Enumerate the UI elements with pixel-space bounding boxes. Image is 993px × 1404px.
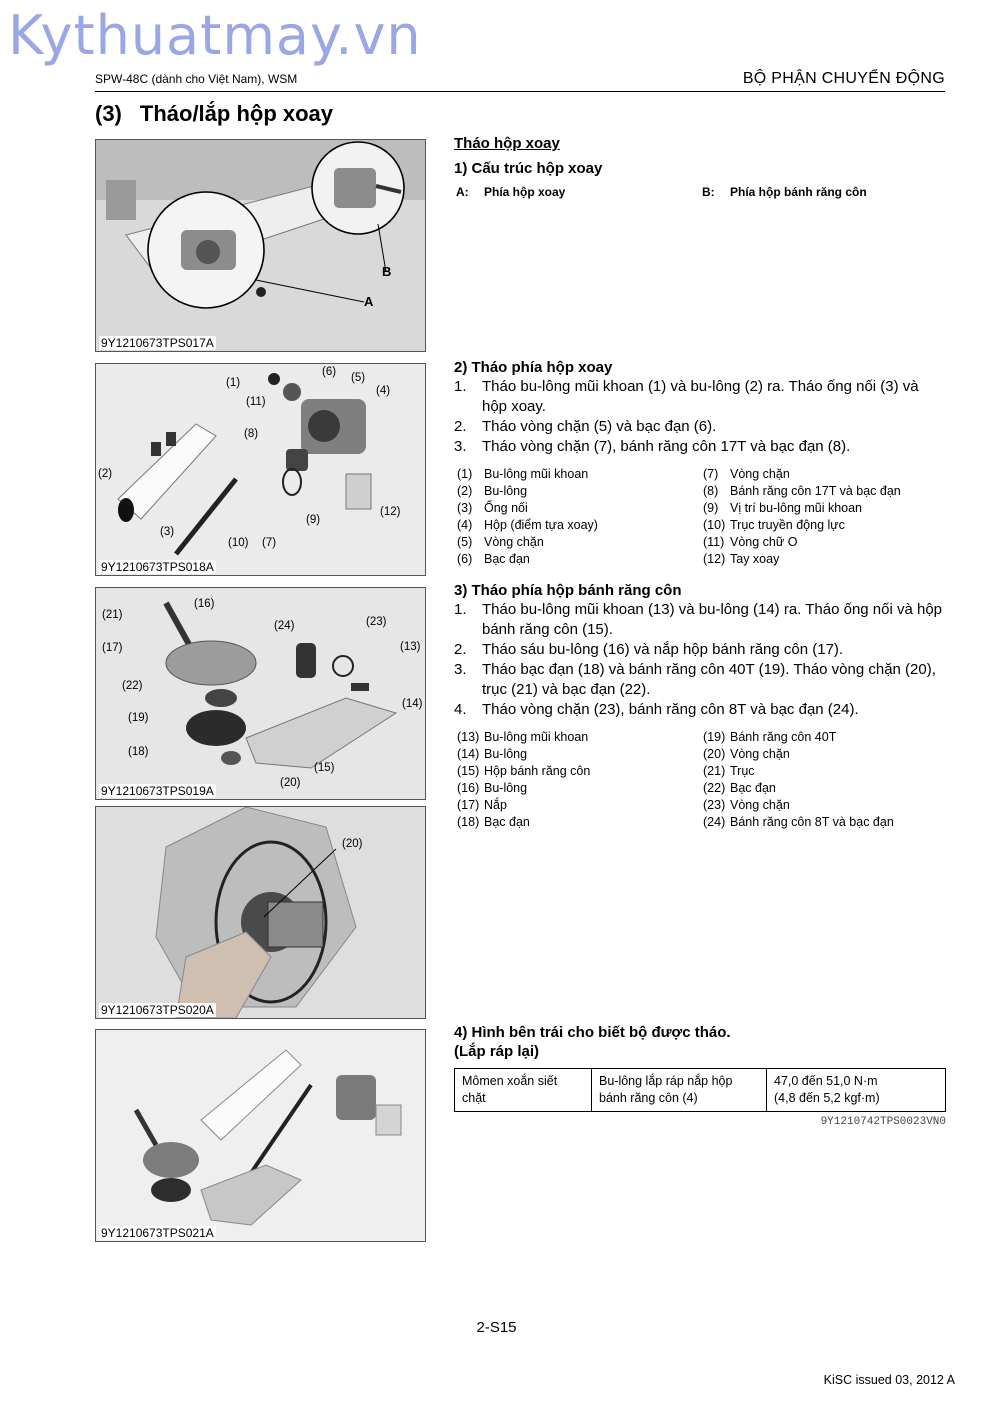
figure-caption: 9Y1210673TPS018A — [101, 560, 214, 574]
figure-label: (23) — [366, 616, 387, 628]
legend-value: Nắp — [484, 798, 507, 812]
figure-label: (17) — [102, 642, 123, 654]
legend-item — [700, 534, 946, 551]
legend-item — [454, 797, 694, 814]
legend-item — [454, 763, 694, 780]
torque-item-cell: Bu-lông lắp ráp nắp hộp bánh răng côn (4) — [592, 1069, 767, 1112]
legend-key: (1) — [457, 467, 473, 481]
figure-label: (1) — [226, 377, 241, 389]
legend-key: (11) — [703, 535, 725, 549]
figure-label: (24) — [274, 620, 295, 632]
step-item — [454, 700, 946, 720]
legend-value: Bu-lông mũi khoan — [484, 467, 589, 481]
legend-item — [700, 763, 946, 780]
legend-item — [700, 797, 946, 814]
figure-label: (7) — [262, 537, 277, 549]
figure-label: (10) — [228, 537, 249, 549]
legend-ab — [454, 185, 946, 203]
step-number: 4. — [454, 701, 467, 718]
figure-label: (15) — [314, 762, 335, 774]
figure-label: (13) — [400, 641, 421, 653]
legend-item — [700, 814, 946, 831]
legend-key: (5) — [457, 535, 473, 549]
legend-value: Ống nối — [484, 501, 528, 515]
legend-key-b: B: — [702, 185, 715, 199]
legend-value: Trục truyền động lực — [730, 518, 845, 532]
step-text: Tháo vòng chặn (7), bánh răng côn 17T và bạc đạn (8). — [482, 438, 851, 455]
figure-caption: 9Y1210673TPS017A — [101, 336, 214, 350]
legend-key: (21) — [703, 764, 726, 778]
figure-label: (14) — [402, 698, 423, 710]
step-number: 2. — [454, 418, 467, 435]
step-text: Tháo sáu bu-lông (16) và nắp hộp bánh răng côn (17). — [482, 641, 844, 658]
step-item — [454, 437, 946, 457]
legend-value: Vòng chặn — [730, 467, 790, 481]
legend-key: (4) — [457, 518, 473, 532]
legend-key: (17) — [457, 798, 480, 812]
document-id: 9Y1210742TPS0023VN0 — [820, 1116, 946, 1128]
step-item — [454, 600, 946, 640]
figure-label: (11) — [246, 396, 266, 408]
figure-label-b: B — [382, 264, 392, 279]
legend-item — [700, 780, 946, 797]
bevel-side-heading: 3) Tháo phía hộp bánh răng côn — [454, 582, 682, 599]
legend-key: (8) — [703, 484, 719, 498]
figure-label: (9) — [306, 514, 321, 526]
disassembled-set-photo — [96, 1030, 425, 1241]
watermark: Kythuatmay.vn — [8, 4, 422, 67]
legend-value: Bánh răng côn 17T và bạc đạn — [730, 484, 901, 498]
legend-item — [700, 500, 946, 517]
swivel-removal-heading: Tháo hộp xoay — [454, 135, 560, 152]
legend-item — [700, 483, 946, 500]
torque-value-kgfm: (4,8 đến 5,2 kgf·m) — [774, 1091, 880, 1105]
legend-column-right — [700, 729, 946, 831]
legend-key: (3) — [457, 501, 473, 515]
legend-value: Bánh răng côn 40T — [730, 730, 837, 744]
legend-value: Bu-lông mũi khoan — [484, 730, 589, 744]
legend-value: Vòng chặn — [730, 747, 790, 761]
legend-item — [454, 466, 694, 483]
figure-label: (22) — [122, 680, 143, 692]
legend-key: (13) — [457, 730, 480, 744]
legend-item — [454, 500, 694, 517]
legend-key: (16) — [457, 781, 480, 795]
legend-item — [454, 780, 694, 797]
legend-key: (2) — [457, 484, 473, 498]
figure-label: (8) — [244, 428, 259, 440]
header-rule — [95, 91, 945, 92]
circlip-removal-photo — [96, 807, 425, 1018]
figure-label-a: A — [364, 294, 374, 309]
step-number: 1. — [454, 378, 467, 395]
page-number: 2-S15 — [476, 1319, 517, 1336]
section-reassembly — [454, 1024, 946, 1128]
figure-disassembled-set — [95, 1029, 426, 1242]
legend-item — [700, 729, 946, 746]
legend-key: (15) — [457, 764, 480, 778]
section-swivel-structure — [454, 135, 946, 203]
header-chapter-title: BỘ PHẬN CHUYỂN ĐỘNG — [742, 70, 945, 87]
torque-value-nm: 47,0 đến 51,0 N·m — [774, 1074, 878, 1088]
bevel-side-legend — [454, 729, 946, 833]
figure-label: (16) — [194, 598, 215, 610]
step-text: Tháo vòng chặn (23), bánh răng côn 8T và bạc đạn (24). — [482, 701, 859, 718]
legend-value: Bánh răng côn 8T và bạc đạn — [730, 815, 894, 829]
section-title-text: Tháo/lắp hộp xoay — [139, 101, 334, 126]
figure-label: (21) — [102, 609, 123, 621]
swivel-side-steps — [454, 377, 946, 457]
step-number: 1. — [454, 601, 467, 618]
step-text: Tháo bu-lông mũi khoan (13) và bu-lông (14) ra. Tháo ống nối và hộp bánh răng côn (15). — [482, 601, 943, 638]
figure-label: (6) — [322, 366, 337, 378]
legend-value: Vòng chặn — [730, 798, 790, 812]
step-item — [454, 417, 946, 437]
legend-column-right — [700, 466, 946, 568]
section-swivel-side-removal — [454, 359, 946, 570]
torque-label-cell: Mômen xoắn siết chặt — [455, 1069, 592, 1112]
legend-value: Bạc đạn — [484, 552, 530, 566]
figure-caption: 9Y1210673TPS020A — [101, 1003, 214, 1017]
legend-key: (22) — [703, 781, 726, 795]
step-text: Tháo bạc đạn (18) và bánh răng côn 40T (19). Tháo vòng chặn (20), trục (21) và bạc đạn (22). — [482, 661, 936, 698]
legend-item — [454, 517, 694, 534]
legend-item — [700, 551, 946, 568]
figure-label: (5) — [351, 372, 366, 384]
legend-key: (24) — [703, 815, 726, 829]
legend-item — [454, 814, 694, 831]
figure-label: (12) — [380, 506, 401, 518]
legend-value: Tay xoay — [730, 552, 780, 566]
step-number: 3. — [454, 438, 467, 455]
legend-item — [454, 534, 694, 551]
step-item — [454, 640, 946, 660]
issue-info: KiSC issued 03, 2012 A — [823, 1373, 955, 1387]
step-item — [454, 377, 946, 417]
bevel-side-steps — [454, 600, 946, 720]
figure-label: (3) — [160, 526, 175, 538]
torque-row — [455, 1069, 946, 1112]
section-bevel-side-removal — [454, 582, 946, 833]
figure-label: (2) — [98, 468, 113, 480]
legend-item — [454, 746, 694, 763]
figure-label: (19) — [128, 712, 149, 724]
legend-key: (12) — [703, 552, 726, 566]
figure-swivel-side-exploded — [95, 363, 426, 576]
swivel-structure-illustration — [96, 140, 425, 351]
legend-key: (23) — [703, 798, 726, 812]
step-text: Tháo vòng chặn (5) và bạc đạn (6). — [482, 418, 717, 435]
torque-table — [454, 1068, 946, 1112]
legend-key: (20) — [703, 747, 726, 761]
legend-key: (18) — [457, 815, 480, 829]
swivel-structure-heading: 1) Cấu trúc hộp xoay — [454, 160, 603, 177]
legend-key: (6) — [457, 552, 473, 566]
figure-caption: 9Y1210673TPS021A — [101, 1226, 214, 1240]
legend-value: Bu-lông — [484, 747, 528, 761]
section-number: (3) — [95, 101, 122, 126]
legend-value: Vị trí bu-lông mũi khoan — [730, 501, 863, 515]
figure-bevel-side-exploded — [95, 587, 426, 800]
swivel-side-heading: 2) Tháo phía hộp xoay — [454, 359, 613, 376]
figure-label: (4) — [376, 385, 391, 397]
legend-value: Hộp bánh răng côn — [484, 764, 591, 778]
legend-value-a: Phía hộp xoay — [484, 185, 566, 199]
legend-item — [700, 466, 946, 483]
legend-value: Bu-lông — [484, 781, 528, 795]
legend-value: Hộp (điểm tựa xoay) — [484, 518, 598, 532]
torque-value-cell — [767, 1069, 946, 1112]
step-number: 2. — [454, 641, 467, 658]
legend-key: (9) — [703, 501, 719, 515]
legend-value: Vòng chữ O — [730, 535, 798, 549]
step-item — [454, 660, 946, 700]
step-text: Tháo bu-lông mũi khoan (1) và bu-lông (2) ra. Tháo ống nối (3) và hộp xoay. — [482, 378, 919, 415]
reassembly-heading: (Lắp ráp lại) — [454, 1043, 540, 1060]
figure-label: (18) — [128, 746, 149, 758]
legend-item — [454, 483, 694, 500]
legend-value: Vòng chặn — [484, 535, 544, 549]
swivel-side-legend — [454, 466, 946, 570]
header-manual-title: SPW-48C (dành cho Việt Nam), WSM — [95, 72, 298, 86]
legend-key: (19) — [703, 730, 726, 744]
legend-column-left — [454, 466, 694, 568]
legend-item — [700, 517, 946, 534]
legend-column-left — [454, 729, 694, 831]
step-number: 3. — [454, 661, 467, 678]
disassembled-set-heading: 4) Hình bên trái cho biết bộ được tháo. — [454, 1024, 731, 1041]
legend-item — [454, 729, 694, 746]
figure-label: (20) — [280, 777, 301, 789]
figure-circlip-removal — [95, 806, 426, 1019]
legend-value: Bạc đạn — [730, 781, 776, 795]
legend-value: Bu-lông — [484, 484, 528, 498]
legend-key: (7) — [703, 467, 719, 481]
figure-label: (20) — [342, 838, 363, 850]
figure-caption: 9Y1210673TPS019A — [101, 784, 214, 798]
legend-value-b: Phía hộp bánh răng côn — [730, 185, 867, 199]
figure-swivel-structure — [95, 139, 426, 352]
legend-value: Trục — [730, 764, 755, 778]
legend-key: (10) — [703, 518, 726, 532]
legend-item — [454, 551, 694, 568]
legend-item — [700, 746, 946, 763]
legend-key-a: A: — [456, 185, 469, 199]
legend-key: (14) — [457, 747, 480, 761]
section-title — [95, 101, 333, 127]
legend-value: Bạc đạn — [484, 815, 530, 829]
